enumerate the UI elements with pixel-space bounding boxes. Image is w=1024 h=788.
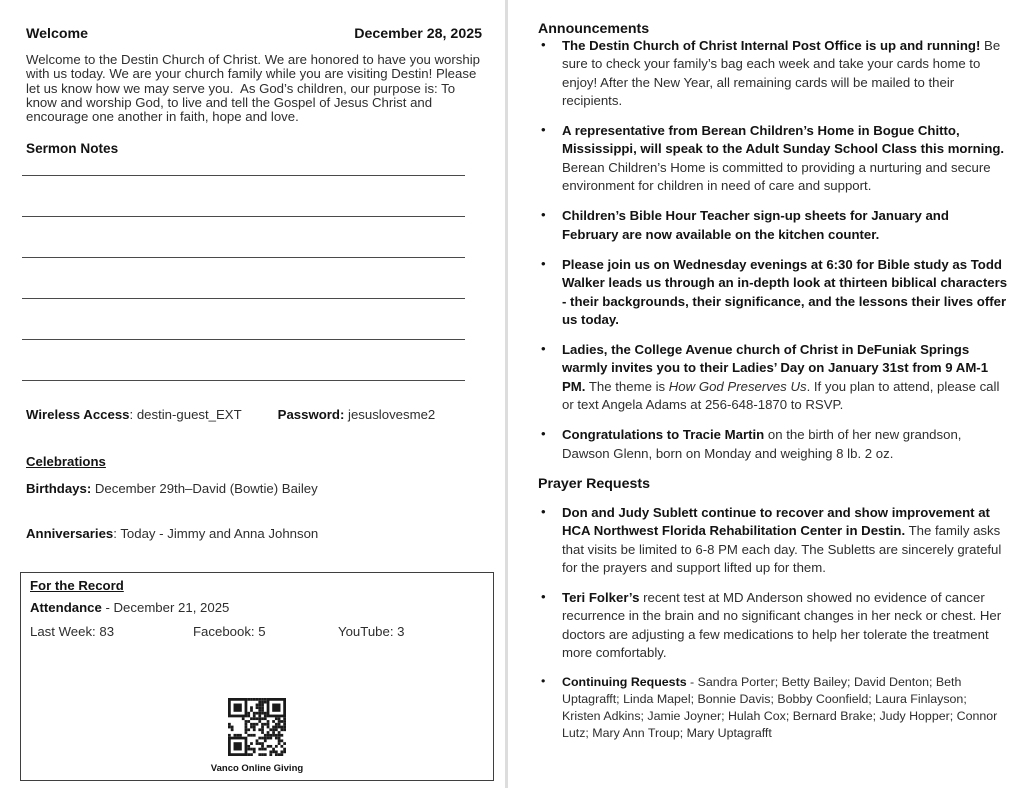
stat-last-week: Last Week: 83 (30, 624, 115, 640)
wifi-network: Wireless Access: destin-guest_EXT (26, 407, 242, 423)
page-gutter-divider (505, 0, 508, 788)
prayer-request-item: • Teri Folker’s recent test at MD Anderson showed no evidence of cancer recurrence in the brain and no significant changes in her neck or chest. Her doctors are adjusting a few medications to help her tolerate the treatment more comfortably. (538, 589, 1008, 662)
qr-caption: Vanco Online Giving (210, 763, 304, 775)
prayer-request-item: • Don and Judy Sublett continue to recover and show improvement at HCA Northwest Florida Rehabilitation Center in Destin. The family asks that visits be limited to 6-8 PM each day. The Subletts are sincerely grateful for the prayers and support lifted up for them. (538, 504, 1008, 577)
sermon-note-line (22, 175, 465, 176)
attendance-row: Attendance - December 21, 2025 (30, 600, 230, 616)
welcome-paragraph: Welcome to the Destin Church of Christ. We are honored to have you worship with us today. We are your church family while you are visiting Destin! Please let us know how we may serve you. As God’s children, our purpose is: To know and worship God, to live and tell the Gospel of Jesus Christ and encourage one another in faith, hope and love. (26, 52, 484, 125)
anniversaries-row: Anniversaries: Today - Jimmy and Anna Johnson (26, 526, 319, 542)
prayer-request-item: • Continuing Requests - Sandra Porter; Betty Bailey; David Denton; Beth Uptagrafft; Linda Mapel; Bonnie Davis; Bobby Coonfield; Laura Finlayson; Kristen Adkins; Jamie Joyner; Hulah Cox; Bernard Brake; Judy Hopper; Connor Lutz; Mary Ann Troup; Mary Uptagrafft (538, 674, 1008, 742)
giving-qr-block (21, 698, 493, 774)
sermon-notes-lines (26, 175, 482, 381)
right-page (538, 21, 1010, 754)
announcement-item: • Children’s Bible Hour Teacher sign-up sheets for January and February are now available on the kitchen counter. (538, 207, 1008, 244)
announcement-item: • Ladies, the College Avenue church of Christ in DeFuniak Springs warmly invites you to their Ladies’ Day on January 31st from 9 AM-1 PM. The theme is How God Preserves Us. If you plan to attend, please call or text Angela Adams at 256-648-1870 to RSVP. (538, 341, 1008, 414)
sermon-note-line (22, 216, 465, 217)
celebrations-heading: Celebrations (26, 454, 106, 470)
prayer-requests-list (538, 504, 1010, 742)
stat-facebook: Facebook: 5 (193, 624, 266, 640)
for-the-record-box (20, 572, 494, 781)
bulletin-date: December 28, 2025 (354, 26, 482, 42)
announcement-item: • The Destin Church of Christ Internal Post Office is up and running! Be sure to check your family’s bag each week and take your cards home to enjoy! After the New Year, all remaining cards will be mailed to their recipients. (538, 37, 1008, 110)
announcements-heading: Announcements (538, 21, 650, 37)
left-page-header (26, 26, 482, 42)
sermon-note-line (22, 298, 465, 299)
announcement-item: • Please join us on Wednesday evenings at 6:30 for Bible study as Todd Walker leads us through an in-depth look at thirteen biblical characters - their backgrounds, their significance, and the lessons their lives offer us today. (538, 256, 1008, 329)
prayer-requests-heading: Prayer Requests (538, 475, 650, 492)
attendance-stats-row (30, 624, 484, 639)
record-heading: For the Record (30, 578, 124, 594)
sermon-note-line (22, 339, 465, 340)
sermon-note-line (22, 380, 465, 381)
announcement-item: • A representative from Berean Children’s Home in Bogue Chitto, Mississippi, will speak to the Adult Sunday School Class this morning. Berean Children’s Home is committed to providing a nurturing and secure environment for children in need of care and support. (538, 122, 1008, 195)
announcements-list (538, 37, 1010, 463)
qr-code (228, 698, 286, 756)
left-page (26, 26, 482, 781)
welcome-heading: Welcome (26, 26, 89, 42)
sermon-notes-heading: Sermon Notes (26, 141, 119, 157)
wifi-info-row (26, 407, 482, 422)
stat-youtube: YouTube: 3 (338, 624, 405, 640)
announcement-item: • Congratulations to Tracie Martin on the birth of her new grandson, Dawson Glenn, born on Monday and weighing 8 lb. 2 oz. (538, 426, 1008, 463)
sermon-note-line (22, 257, 465, 258)
birthdays-row: Birthdays: December 29th–David (Bowtie) Bailey (26, 481, 318, 497)
wifi-password: Password: jesuslovesme2 (277, 407, 436, 423)
